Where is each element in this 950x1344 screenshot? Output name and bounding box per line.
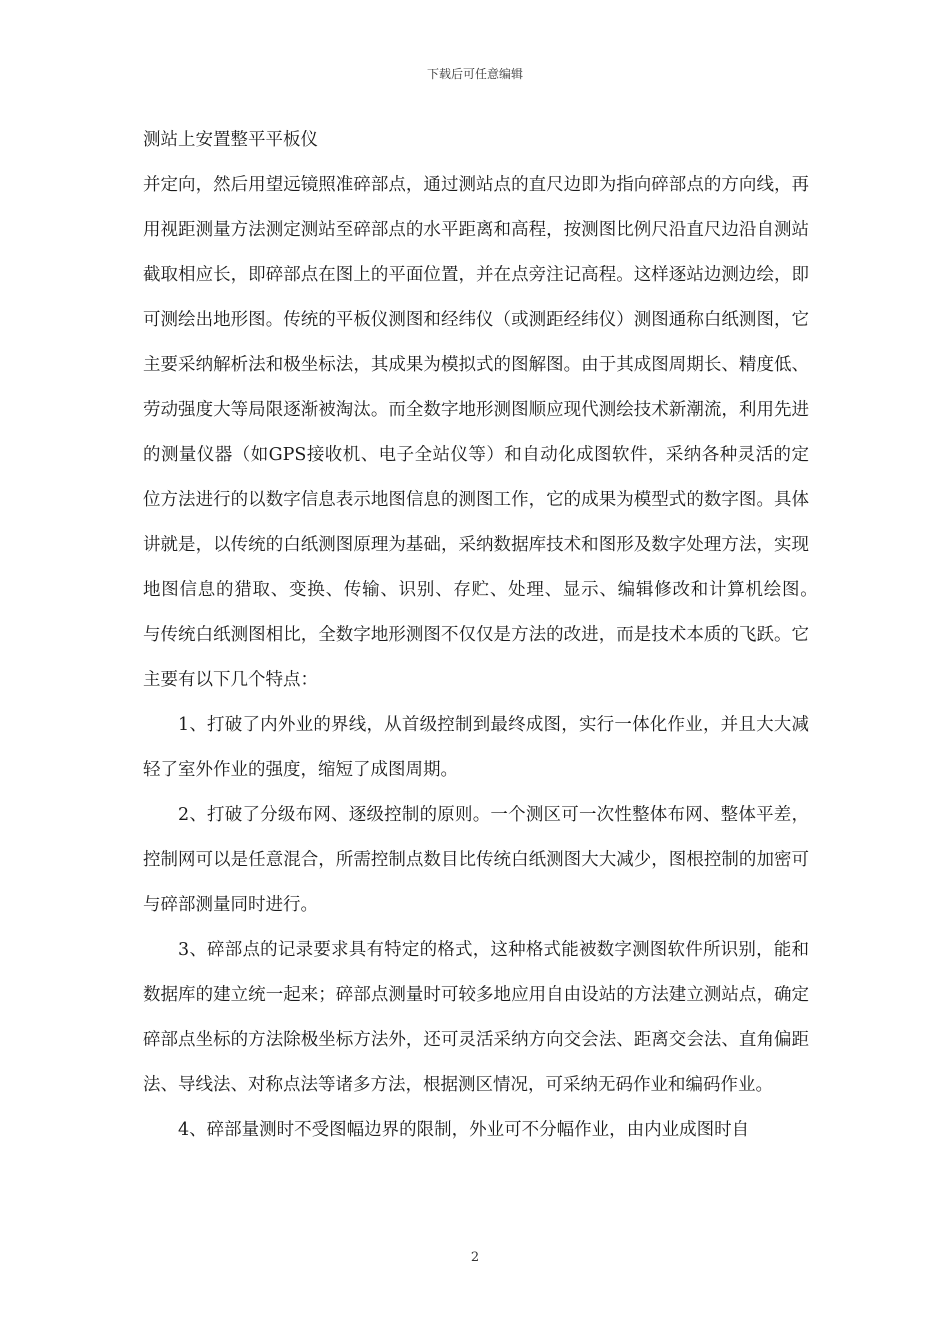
paragraph-intro: 并定向，然后用望远镜照准碎部点，通过测站点的直尺边即为指向碎部点的方向线，再用视距测量方法测定测站至碎部点的水平距离和高程，按测图比例尺沿直尺边沿自测站截取相应长，即碎部点在图上的平面位置，并在点旁注记高程。这样逐站边测边绘，即可测绘出地形图。传统的平板仪测图和经纬仪（或测距经纬仪）测图通称白纸测图，它主要采纳解析法和极坐标法，其成果为模拟式的图解图。由于其成图周期长、精度低、劳动强度大等局限逐渐被淘汰。而全数字地形测图顺应现代测绘技术新潮流，利用先进的测量仪器（如GPS接收机、电子全站仪等）和自动化成图软件，采纳各种灵活的定位方法进行的以数字信息表示地图信息的测图工作，它的成果为模型式的数字图。具体讲就是，以传统的白纸测图原理为基础，采纳数据库技术和图形及数字处理方法，实现地图信息的猎取、变换、传输、识别、存贮、处理、显示、编辑修改和计算机绘图。 与传统白纸测图相比，全数字地形测图不仅仅是方法的改进，而是技术本质的飞跃。它主要有以下几个特点：: [143, 175, 844, 690]
paragraph-feature-4: 4、碎部量测时不受图幅边界的限制，外业可不分幅作业，由内业成图时自: [178, 1120, 750, 1140]
body-text: [143, 118, 844, 1153]
page-header: 下载后可任意编辑: [426, 67, 523, 81]
heading-line: 测站上安置整平平板仪: [143, 130, 318, 150]
page-number: 2: [470, 1250, 480, 1265]
paragraph-feature-2: 2、打破了分级布网、逐级控制的原则。一个测区可一次性整体布网、整体平差，控制网可以是任意混合，所需控制点数目比传统白纸测图大大减少，图根控制的加密可与碎部测量同时进行。: [143, 805, 809, 915]
paragraph-feature-1: 1、打破了内外业的界线，从首级控制到最终成图，实行一体化作业，并且大大减轻了室外作业的强度，缩短了成图周期。: [143, 715, 809, 780]
paragraph-feature-3: 3、碎部点的记录要求具有特定的格式，这种格式能被数字测图软件所识别，能和数据库的建立统一起来；碎部点测量时可较多地应用自由设站的方法建立测站点，确定碎部点坐标的方法除极坐标方法外，还可灵活采纳方向交会法、距离交会法、直角偏距法、导线法、对称点法等诸多方法，根据测区情况，可采纳无码作业和编码作业。: [143, 940, 809, 1095]
